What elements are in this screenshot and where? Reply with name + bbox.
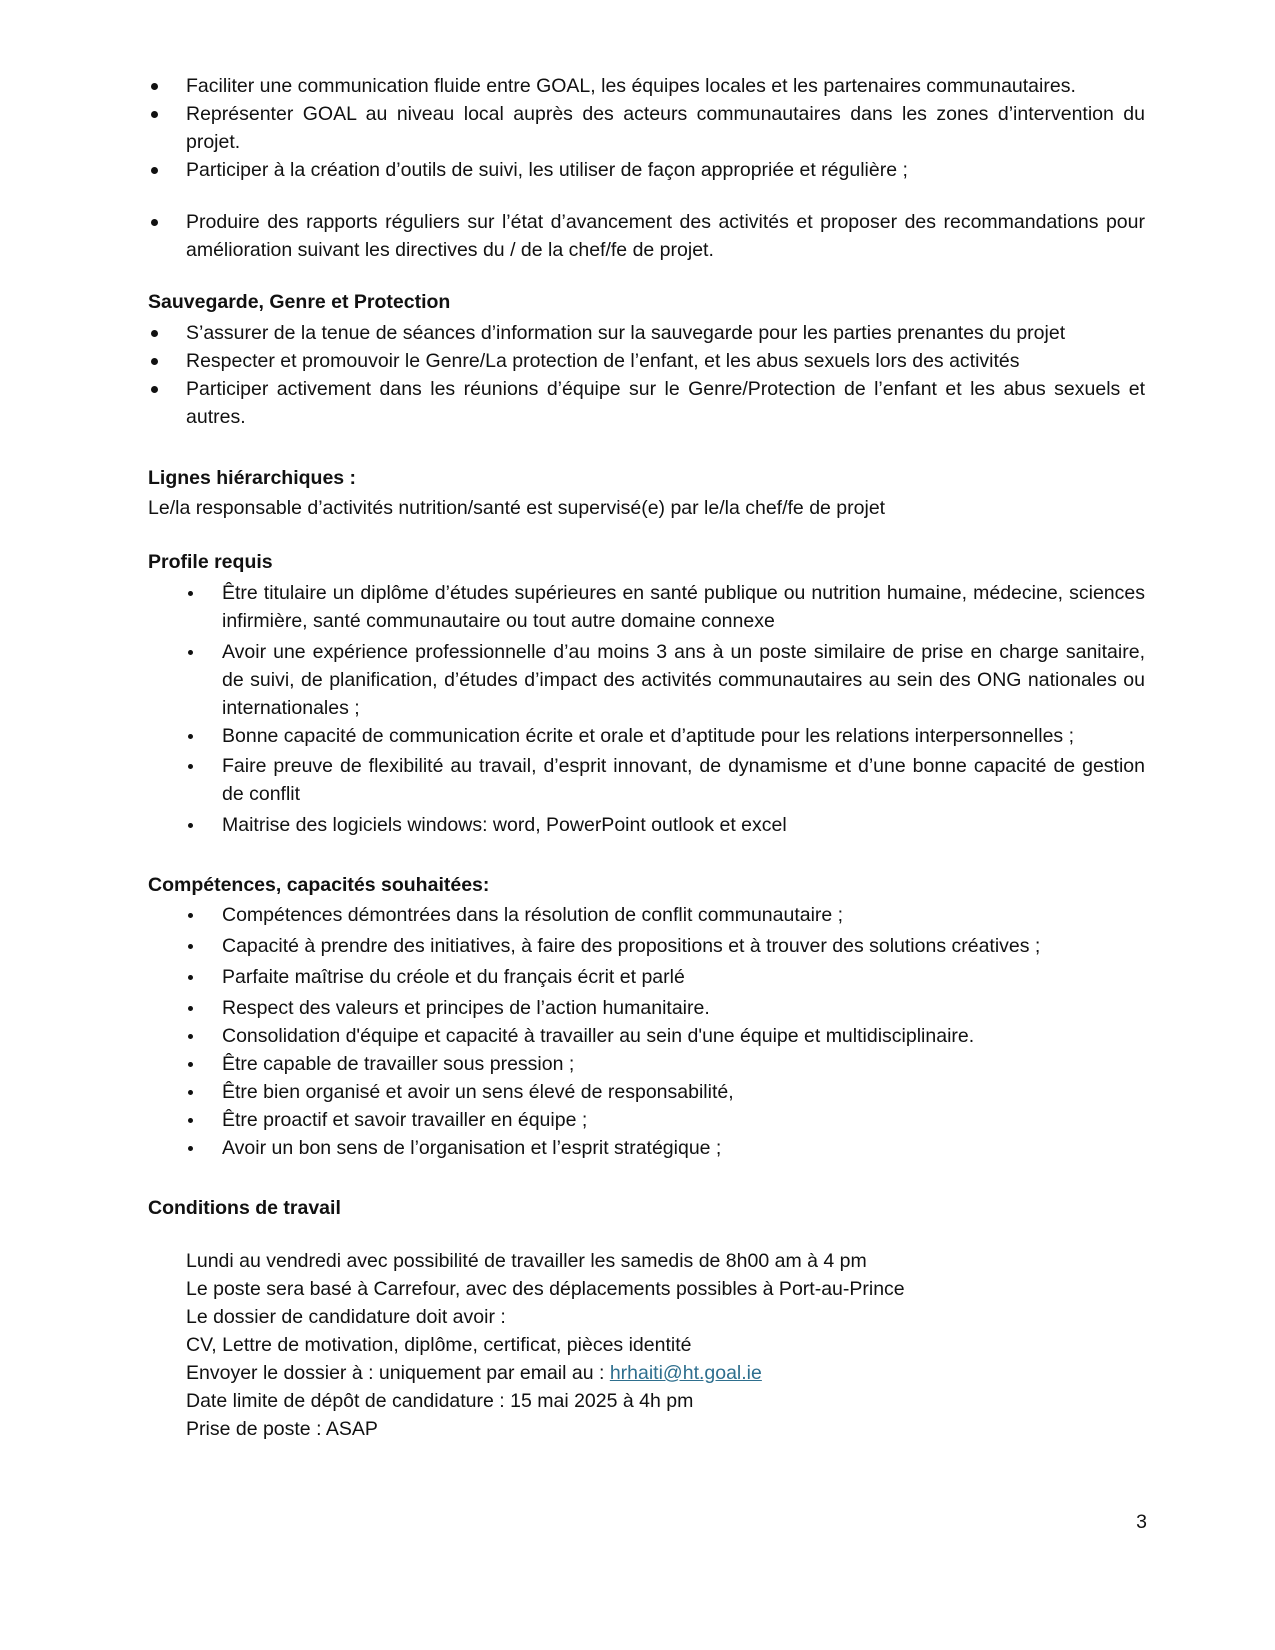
conditions-block [186,1247,1145,1443]
conditions-line: Lundi au vendredi avec possibilité de travailler les samedis de 8h00 am à 4 pm [186,1250,867,1272]
page-number: 3 [1136,1511,1147,1533]
list-item: Faire preuve de flexibilité au travail, d’esprit innovant, de dynamisme et d’une bonne capacité de gestion de conflit [180,752,1145,808]
page-content [148,72,1145,1443]
hierarchy-text: Le/la responsable d’activités nutrition/santé est supervisé(e) par le/la chef/fe de projet [148,497,886,519]
conditions-heading: Conditions de travail [148,1197,341,1219]
list-item: Avoir une expérience professionnelle d’au moins 3 ans à un poste similaire de prise en charge sanitaire, de suivi, de planification, d’études d’impact des activités communautaires au sein des ONG nationales ou internationales ; [180,638,1145,722]
list-item: Respecter et promouvoir le Genre/La protection de l’enfant, et les abus sexuels lors des activités [148,347,1145,375]
list-item: S’assurer de la tenue de séances d’information sur la sauvegarde pour les parties prenantes du projet [148,319,1145,347]
conditions-line: Le dossier de candidature doit avoir : [186,1306,506,1328]
safeguarding-heading: Sauvegarde, Genre et Protection [148,291,451,313]
list-item: Avoir un bon sens de l’organisation et l’esprit stratégique ; [180,1134,1145,1162]
send-line [186,1359,1145,1387]
email-link[interactable]: hrhaiti@ht.goal.ie [609,1362,762,1384]
conditions-line: CV, Lettre de motivation, diplôme, certificat, pièces identité [186,1334,692,1356]
hierarchy-heading: Lignes hiérarchiques : [148,467,357,489]
list-item: Représenter GOAL au niveau local auprès des acteurs communautaires dans les zones d’intervention du projet. [148,100,1145,156]
list-item: Être bien organisé et avoir un sens élevé de responsabilité, [180,1078,1145,1106]
list-item: Produire des rapports réguliers sur l’état d’avancement des activités et proposer des recommandations pour amélioration suivant les directives du / de la chef/fe de projet. [148,208,1145,264]
list-item: Être proactif et savoir travailler en équipe ; [180,1106,1145,1134]
profile-list [180,579,1145,839]
list-item: Participer à la création d’outils de suivi, les utiliser de façon appropriée et régulière ; [148,156,1145,184]
safeguarding-list [148,319,1145,431]
list-item: Respect des valeurs et principes de l’action humanitaire. [180,994,1145,1022]
skills-heading: Compétences, capacités souhaitées: [148,874,490,896]
list-item: Participer activement dans les réunions d’équipe sur le Genre/Protection de l’enfant et les abus sexuels et autres. [148,375,1145,431]
list-item: Bonne capacité de communication écrite et orale et d’aptitude pour les relations interpersonnelles ; [180,722,1145,750]
skills-list [180,901,1145,1162]
list-item: Faciliter une communication fluide entre GOAL, les équipes locales et les partenaires communautaires. [148,72,1145,100]
send-prefix: Envoyer le dossier à : uniquement par email au : [186,1362,610,1384]
list-item: Consolidation d'équipe et capacité à travailler au sein d'une équipe et multidisciplinaire. [180,1022,1145,1050]
list-item: Être capable de travailler sous pression ; [180,1050,1145,1078]
list-item: Parfaite maîtrise du créole et du français écrit et parlé [180,963,1145,991]
deadline-line: Date limite de dépôt de candidature : 15 mai 2025 à 4h pm [186,1390,694,1412]
profile-heading: Profile requis [148,551,273,573]
list-item: Maitrise des logiciels windows: word, PowerPoint outlook et excel [180,811,1145,839]
list-item: Compétences démontrées dans la résolution de conflit communautaire ; [180,901,1145,929]
start-line: Prise de poste : ASAP [186,1418,378,1440]
list-item: Être titulaire un diplôme d’études supérieures en santé publique ou nutrition humaine, médecine, sciences infirmière, santé communautaire ou tout autre domaine connexe [180,579,1145,635]
list-item: Capacité à prendre des initiatives, à faire des propositions et à trouver des solutions créatives ; [180,932,1145,960]
intro-bullet-list [148,72,1145,264]
conditions-line: Le poste sera basé à Carrefour, avec des déplacements possibles à Port-au-Prince [186,1278,905,1300]
